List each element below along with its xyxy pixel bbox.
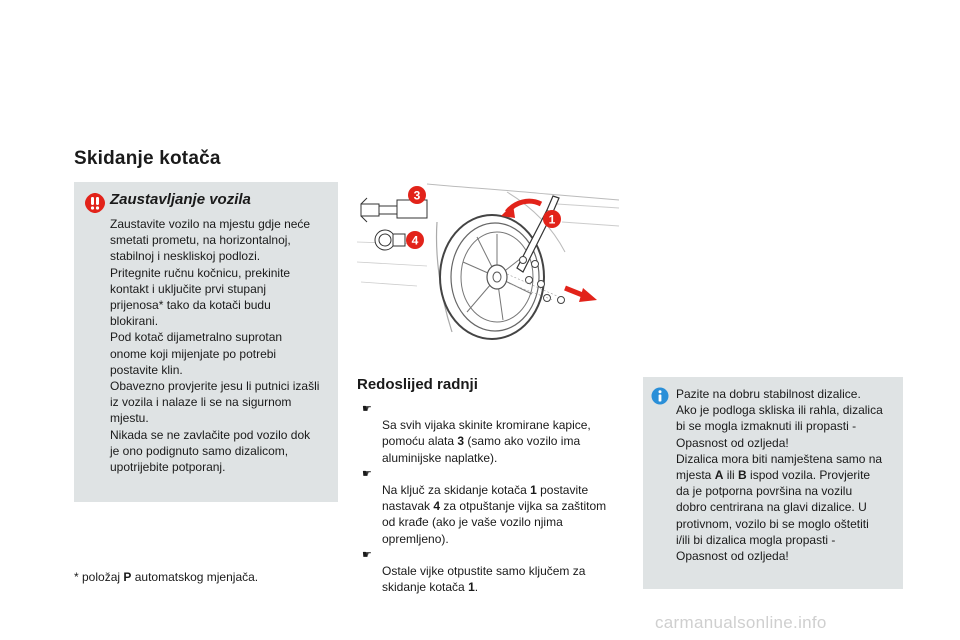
wheel-removal-illustration xyxy=(357,182,621,340)
warning-paragraph: Pod kotač dijametralno suprotan onome koji mijenjate po potrebi postavite klin. xyxy=(110,330,283,377)
pointing-hand-icon: ☛ xyxy=(362,467,372,480)
warning-icon xyxy=(84,192,106,214)
callout-1-label: 1 xyxy=(548,212,556,227)
info-text: Pazite na dobru stabilnost dizalice. Ako je podloga skliska ili rahla, dizalica bi se mogla izmaknuti ili propasti - Opasnost od ozljeda! Dizalica mora biti namještena samo na mjesta A ili B ispod vozila. Provjerite da je potporna površina na vozilu dobro centrirana na glavi dizalice. U protivnom, vozilo bi se moglo oštetiti i/ili bi dizalica mogla propasti - Opasnost od ozljeda! xyxy=(676,387,883,564)
warning-box xyxy=(74,182,338,502)
pointing-hand-icon: ☛ xyxy=(362,403,372,415)
watermark: carmanualsonline.info xyxy=(655,613,827,632)
procedure-step: ☛ Ostale vijke otpustite samo ključem za skidanje kotača 1. xyxy=(362,548,586,595)
warning-paragraph: Zaustavite vozilo na mjestu gdje neće smetati prometu, na horizontalnoj, stabilnoj i neskliskoj podlozi. xyxy=(110,217,311,264)
page-title: Skidanje kotača xyxy=(74,148,221,169)
callout-4-label: 4 xyxy=(411,233,419,248)
warning-paragraph: Pritegnite ručnu kočnicu, prekinite kontakt i uključite prvi stupanj prijenosa* tako da kotači budu blokirani. xyxy=(110,265,291,329)
callout-3 xyxy=(408,186,426,204)
warning-text xyxy=(110,216,332,475)
pointing-hand-icon: ☛ xyxy=(362,548,372,561)
callout-3-label: 3 xyxy=(413,188,421,203)
warning-paragraph: Obavezno provjerite jesu li putnici izašli iz vozila i nalaze li se na sigurnom mjestu. xyxy=(110,379,320,426)
warning-title: Zaustavljanje vozila xyxy=(110,191,251,208)
info-icon xyxy=(651,387,669,405)
callout-1 xyxy=(543,210,561,228)
procedure-steps xyxy=(362,401,622,595)
info-box xyxy=(643,377,903,589)
footnote: * položaj P automatskog mjenjača. xyxy=(74,570,259,584)
procedure-step: ☛ Na ključ za skidanje kotača 1 postavite nastavak 4 za otpuštanje vijka sa zaštitom od krađe (ako je vaše vozilo njima opremljeno). xyxy=(362,467,607,546)
procedure-step: ☛ Sa svih vijaka skinite kromirane kapice, pomoću alata 3 (samo ako vozilo ima aluminijske naplatke). xyxy=(362,403,591,465)
callout-4 xyxy=(406,231,424,249)
warning-paragraph: Nikada se ne zavlačite pod vozilo dok je ono podignuto samo dizalicom, upotrijebite potporanj. xyxy=(110,427,311,475)
procedure-title: Redoslijed radnji xyxy=(357,376,478,393)
